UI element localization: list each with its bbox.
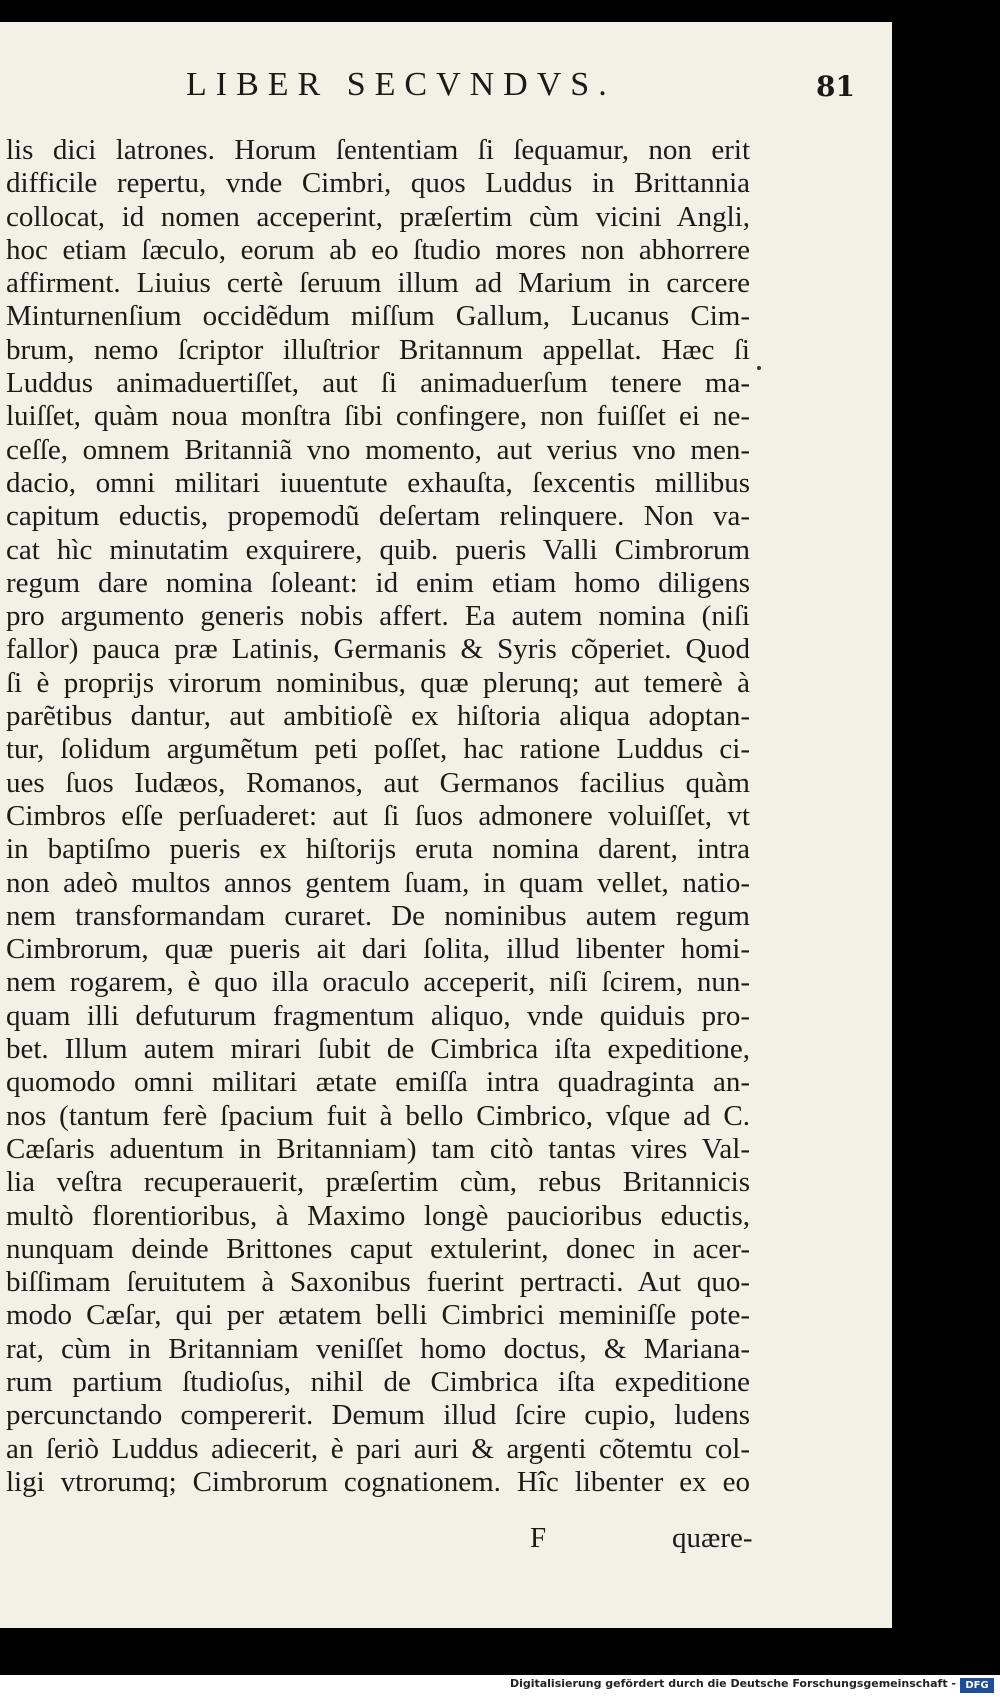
text-line: nem rogarem, è quo illa oraculo acceperit, niſi ſcirem, nun- bbox=[6, 966, 750, 999]
text-line: difficile repertu, vnde Cimbri, quos Luddus in Brittannia bbox=[6, 167, 750, 200]
text-line: parẽtibus dantur, aut ambitioſè ex hiſtoria aliqua adoptan- bbox=[6, 700, 750, 733]
folio-number: 81 bbox=[816, 70, 855, 103]
dfg-logo: DFG bbox=[960, 1678, 994, 1693]
text-line: quam illi defuturum fragmentum aliquo, vnde quiduis pro- bbox=[6, 999, 750, 1032]
text-line: percunctando compererit. Demum illud ſcire cupio, ludens bbox=[6, 1399, 750, 1432]
book-page bbox=[0, 22, 892, 1628]
text-line: bet. Illum autem mirari ſubit de Cimbrica iſta expeditione, bbox=[6, 1033, 750, 1066]
text-line: cat hìc minutatim exquirere, quib. pueris Valli Cimbrorum bbox=[6, 533, 750, 566]
text-line: nos (tantum ferè ſpacium fuit à bello Cimbrico, vſque ad C. bbox=[6, 1099, 750, 1132]
credit-bar bbox=[0, 1675, 1000, 1697]
text-line: quomodo omni militari ætate emiſſa intra quadraginta an- bbox=[6, 1066, 750, 1099]
text-line: Luddus animaduertiſſet, aut ſi animaduerſum tenere ma- bbox=[6, 367, 750, 400]
text-line: collocat, id nomen acceperint, præſertim cùm vicini Angli, bbox=[6, 200, 750, 233]
text-line: rat, cùm in Britanniam veniſſet homo doctus, & Mariana- bbox=[6, 1332, 750, 1365]
text-line: Minturnenſium occidẽdum miſſum Gallum, Lucanus Cim- bbox=[6, 300, 750, 333]
page-footer bbox=[0, 1522, 892, 1562]
text-line: an ſeriò Luddus adiecerit, è pari auri & argenti cõtemtu col- bbox=[6, 1432, 750, 1465]
signature-mark: F bbox=[530, 1522, 547, 1554]
text-line: ſi è proprijs virorum nominibus, quæ plerunq; aut temerè à bbox=[6, 666, 750, 699]
text-line: tur, ſolidum argumẽtum peti poſſet, hac ratione Luddus ci- bbox=[6, 733, 750, 766]
text-line: Cimbrorum, quæ pueris ait dari ſolita, illud libenter homi- bbox=[6, 933, 750, 966]
text-line: hoc etiam ſæculo, eorum ab eo ſtudio mores non abhorrere bbox=[6, 233, 750, 266]
credit-text: Digitalisierung gefördert durch die Deutsche Forschungsgemeinschaft - bbox=[509, 1677, 956, 1690]
text-line: affirment. Liuius certè ſeruum illum ad Marium in carcere bbox=[6, 267, 750, 300]
page-header bbox=[0, 66, 892, 116]
text-line: nunquam deinde Brittones caput extulerint, donec in acer- bbox=[6, 1232, 750, 1265]
running-title: LIBER SECVNDVS. bbox=[186, 66, 616, 103]
body-text bbox=[6, 134, 750, 1499]
text-line: capitum eductis, propemodũ deſertam relinquere. Non va- bbox=[6, 500, 750, 533]
text-line: in baptiſmo pueris ex hiſtorijs eruta nomina darent, intra bbox=[6, 833, 750, 866]
text-line: dacio, omni militari iuuentute exhauſta, ſexcentis millibus bbox=[6, 466, 750, 499]
text-line: luiſſet, quàm noua monſtra ſibi confingere, non fuiſſet ei ne- bbox=[6, 400, 750, 433]
text-line: ues ſuos Iudæos, Romanos, aut Germanos facilius quàm bbox=[6, 766, 750, 799]
text-line: Cimbros eſſe perſuaderet: aut ſi ſuos admonere voluiſſet, vt bbox=[6, 799, 750, 832]
text-line: modo Cæſar, qui per ætatem belli Cimbrici meminiſſe pote- bbox=[6, 1299, 750, 1332]
text-line: brum, nemo ſcriptor illuſtrior Britannum appellat. Hæc ſi bbox=[6, 333, 750, 366]
text-line: multò florentioribus, à Maximo longè paucioribus eductis, bbox=[6, 1199, 750, 1232]
text-line: ceſſe, omnem Britanniã vno momento, aut verius vno men- bbox=[6, 433, 750, 466]
text-line: non adeò multos annos gentem ſuam, in quam vellet, natio- bbox=[6, 866, 750, 899]
text-line: fallor) pauca præ Latinis, Germanis & Syris cõperiet. Quod bbox=[6, 633, 750, 666]
text-line: regum dare nomina ſoleant: id enim etiam homo diligens bbox=[6, 566, 750, 599]
text-line: pro argumento generis nobis affert. Ea autem nomina (niſi bbox=[6, 600, 750, 633]
text-line: ligi vtrorumq; Cimbrorum cognationem. Hîc libenter ex eo bbox=[6, 1465, 750, 1498]
text-line: lia veſtra recuperauerit, præſertim cùm, rebus Britannicis bbox=[6, 1166, 750, 1199]
text-line: Cæſaris aduentum in Britanniam) tam citò tantas vires Val- bbox=[6, 1132, 750, 1165]
margin-mark bbox=[757, 366, 761, 370]
text-line: rum partium ſtudioſus, nihil de Cimbrica iſta expeditione bbox=[6, 1365, 750, 1398]
text-line: nem transformandam curaret. De nominibus autem regum bbox=[6, 899, 750, 932]
text-line: lis dici latrones. Horum ſententiam ſi ſequamur, non erit bbox=[6, 134, 750, 166]
catchword: quære- bbox=[672, 1522, 753, 1554]
text-line: biſſimam ſeruitutem à Saxonibus fuerint pertracti. Aut quo- bbox=[6, 1266, 750, 1299]
